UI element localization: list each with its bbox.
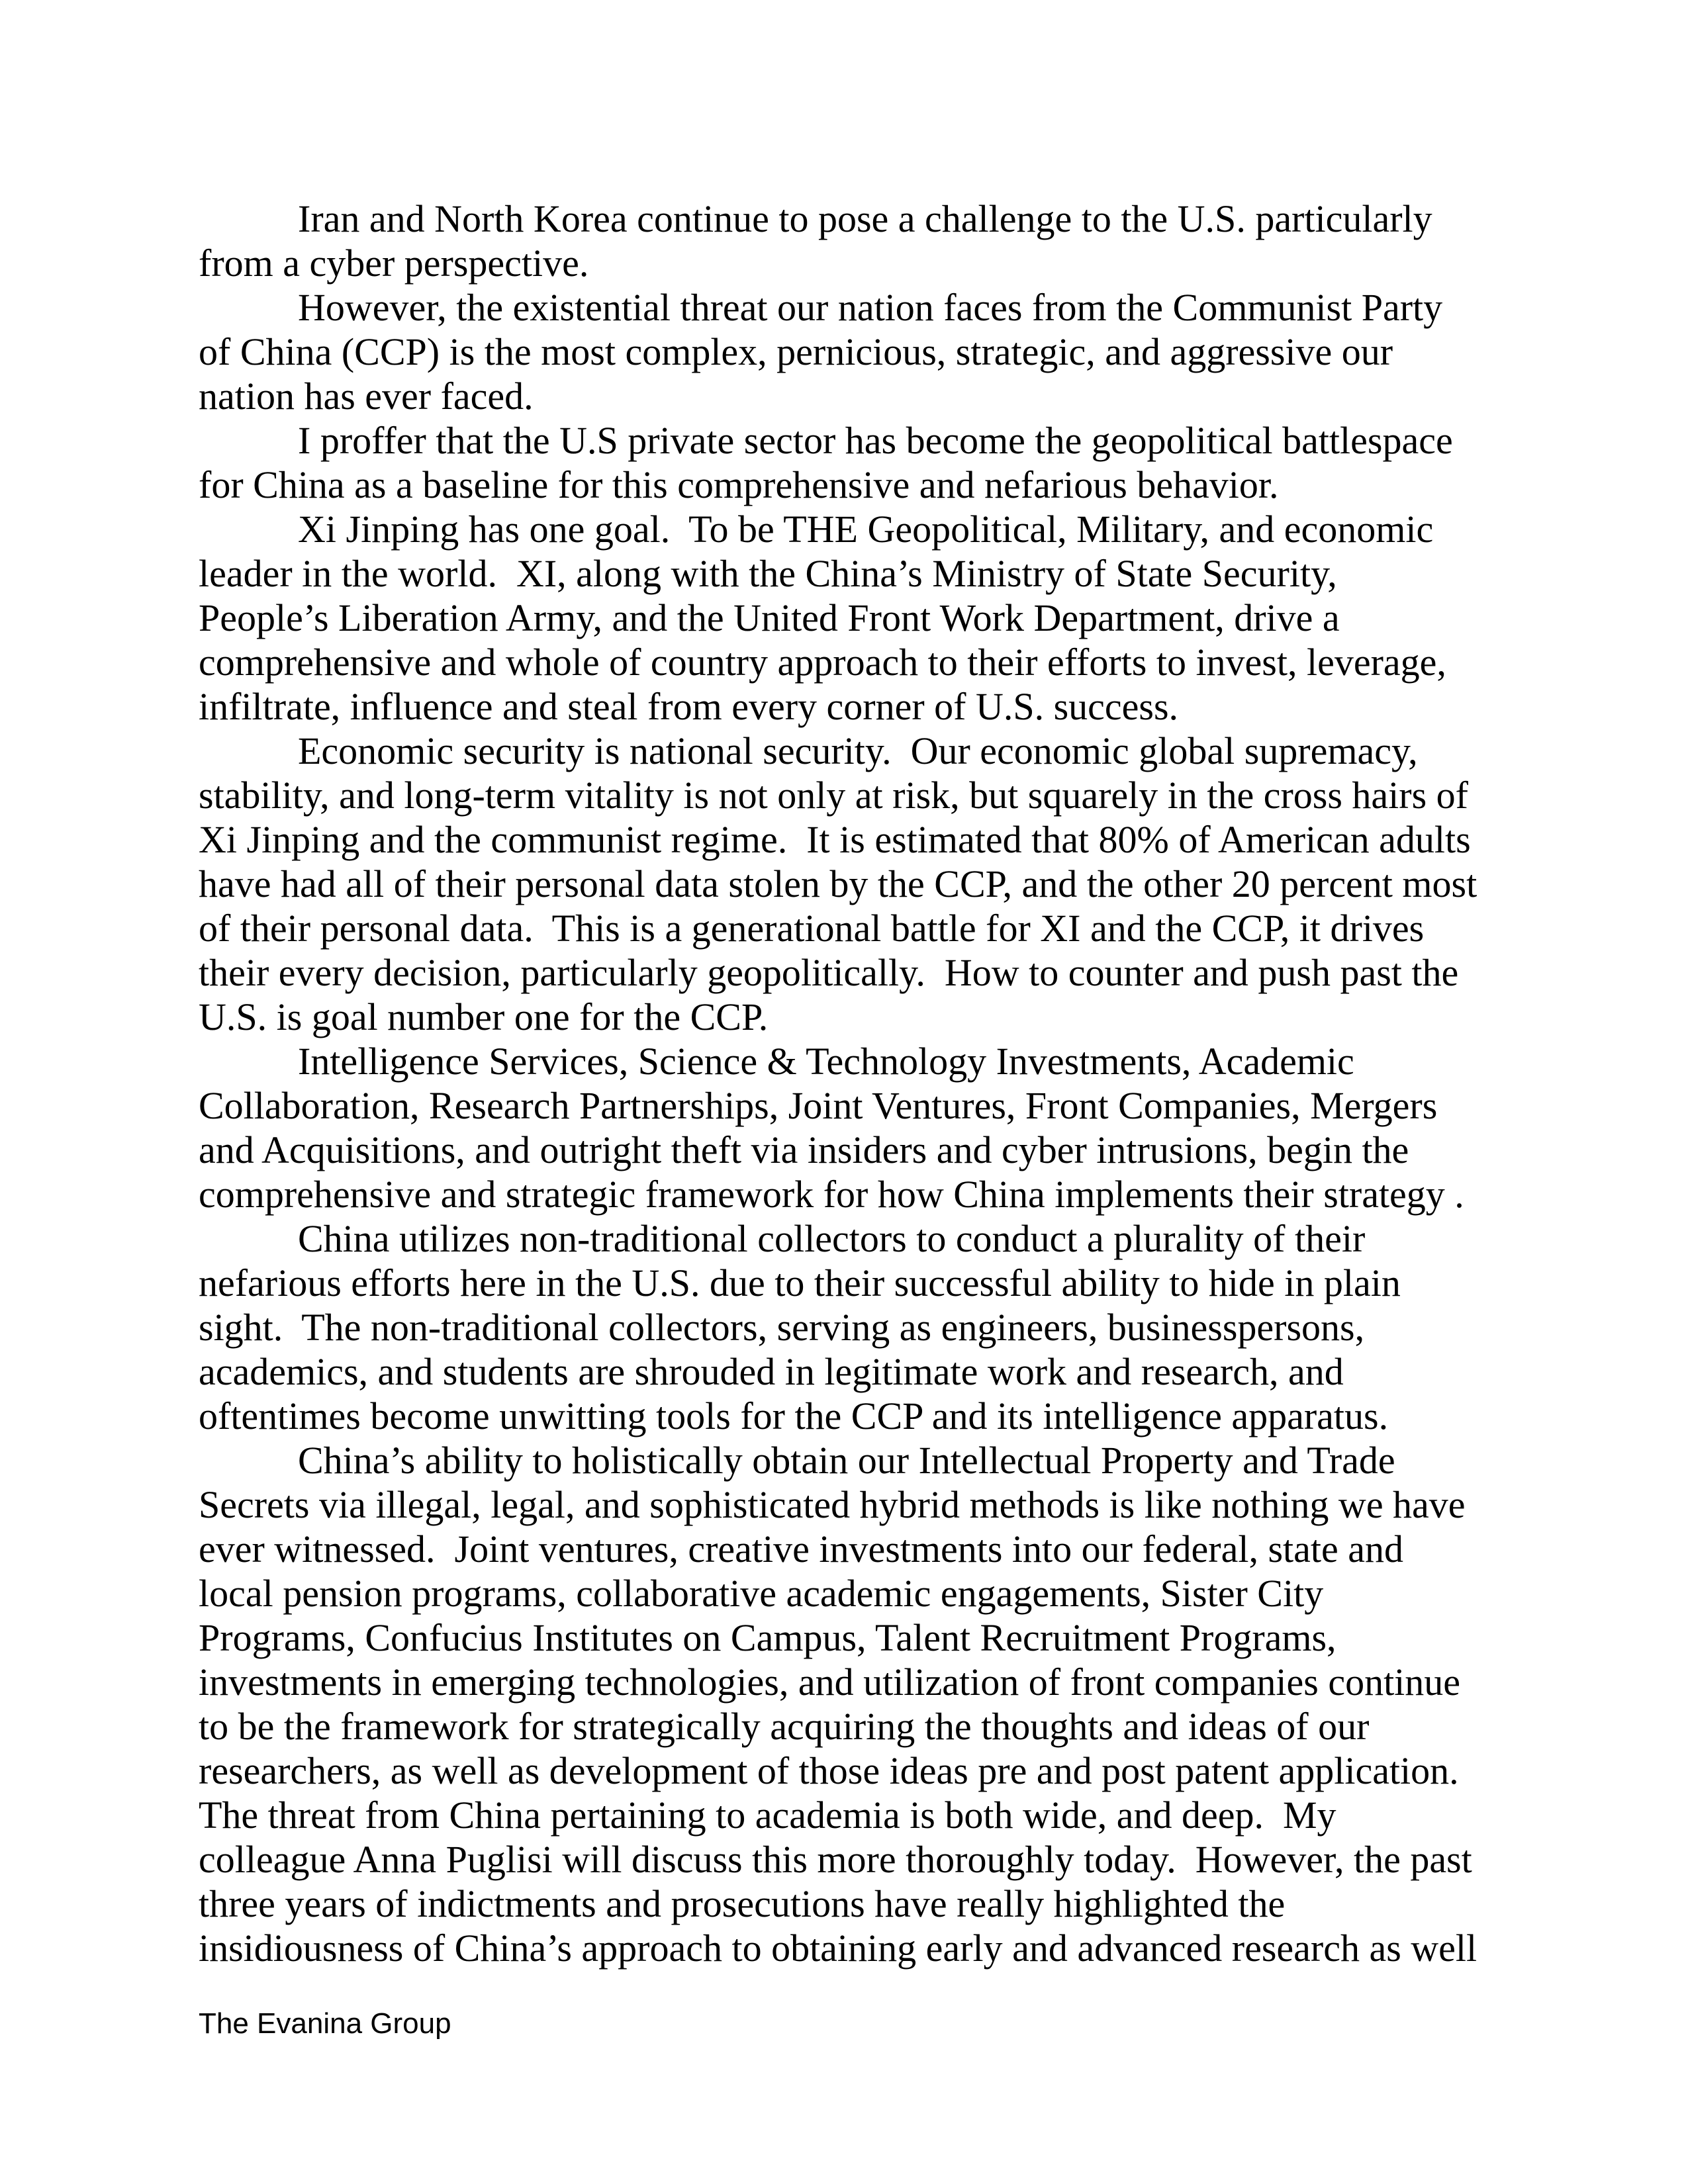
text-line: U.S. is goal number one for the CCP. [199,995,769,1038]
text-line: oftentimes become unwitting tools for the CCP and its intelligence apparatus. [199,1394,1389,1437]
text-line: to be the framework for strategically acquiring the thoughts and ideas of our [199,1705,1370,1748]
text-line: for China as a baseline for this comprehensive and nefarious behavior. [199,463,1279,506]
text-line: Programs, Confucius Institutes on Campus, Talent Recruitment Programs, [199,1616,1336,1659]
text-line: comprehensive and whole of country approach to their efforts to invest, leverage, [199,641,1446,684]
text-line: and Acquisitions, and outright theft via insiders and cyber intrusions, begin the [199,1128,1409,1171]
text-line: Economic security is national security. Our economic global supremacy, [298,729,1418,772]
text-line: stability, and long-term vitality is not only at risk, but squarely in the cross hairs of [199,774,1468,817]
text-line: three years of indictments and prosecutions have really highlighted the [199,1882,1286,1925]
text-line: investments in emerging technologies, and utilization of front companies continue [199,1661,1461,1704]
text-line: People’s Liberation Army, and the United Front Work Department, drive a [199,596,1340,639]
text-line: have had all of their personal data stolen by the CCP, and the other 20 percent most [199,862,1477,905]
text-line: of their personal data. This is a generational battle for XI and the CCP, it drives [199,907,1425,950]
text-line: Secrets via illegal, legal, and sophisticated hybrid methods is like nothing we have [199,1483,1466,1526]
text-line: Collaboration, Research Partnerships, Joint Ventures, Front Companies, Mergers [199,1084,1438,1127]
text-line: Xi Jinping and the communist regime. It is estimated that 80% of American adults [199,818,1471,861]
text-line: researchers, as well as development of those ideas pre and post patent application. [199,1749,1459,1792]
text-line: sight. The non-traditional collectors, serving as engineers, businesspersons, [199,1306,1365,1349]
document-body [199,197,1523,1970]
text-line: their every decision, particularly geopolitically. How to counter and push past the [199,951,1459,994]
text-line: from a cyber perspective. [199,242,589,285]
text-line: comprehensive and strategic framework for how China implements their strategy . [199,1173,1464,1216]
text-line: ever witnessed. Joint ventures, creative investments into our federal, state and [199,1527,1403,1570]
text-line: infiltrate, influence and steal from every corner of U.S. success. [199,685,1179,728]
text-line: insidiousness of China’s approach to obtaining early and advanced research as well [199,1927,1477,1970]
page-footer: The Evanina Group [199,2007,451,2040]
text-line: The threat from China pertaining to academia is both wide, and deep. My [199,1794,1336,1837]
text-line: academics, and students are shrouded in legitimate work and research, and [199,1350,1344,1393]
text-line: However, the existential threat our nation faces from the Communist Party [298,286,1443,329]
text-line: leader in the world. XI, along with the China’s Ministry of State Security, [199,552,1337,595]
text-line: nation has ever faced. [199,375,534,418]
text-line: China’s ability to holistically obtain our Intellectual Property and Trade [298,1439,1395,1482]
text-line: Iran and North Korea continue to pose a challenge to the U.S. particularly [298,197,1432,240]
text-line: colleague Anna Puglisi will discuss this more thoroughly today. However, the past [199,1838,1472,1881]
text-line: of China (CCP) is the most complex, pernicious, strategic, and aggressive our [199,330,1393,373]
text-line: I proffer that the U.S private sector has become the geopolitical battlespace [298,419,1453,462]
text-line: Xi Jinping has one goal. To be THE Geopolitical, Military, and economic [298,508,1434,551]
text-line: Intelligence Services, Science & Technology Investments, Academic [298,1040,1354,1083]
text-line: China utilizes non-traditional collectors to conduct a plurality of their [298,1217,1366,1260]
text-line: nefarious efforts here in the U.S. due to their successful ability to hide in plain [199,1261,1401,1304]
text-line: local pension programs, collaborative academic engagements, Sister City [199,1572,1324,1615]
